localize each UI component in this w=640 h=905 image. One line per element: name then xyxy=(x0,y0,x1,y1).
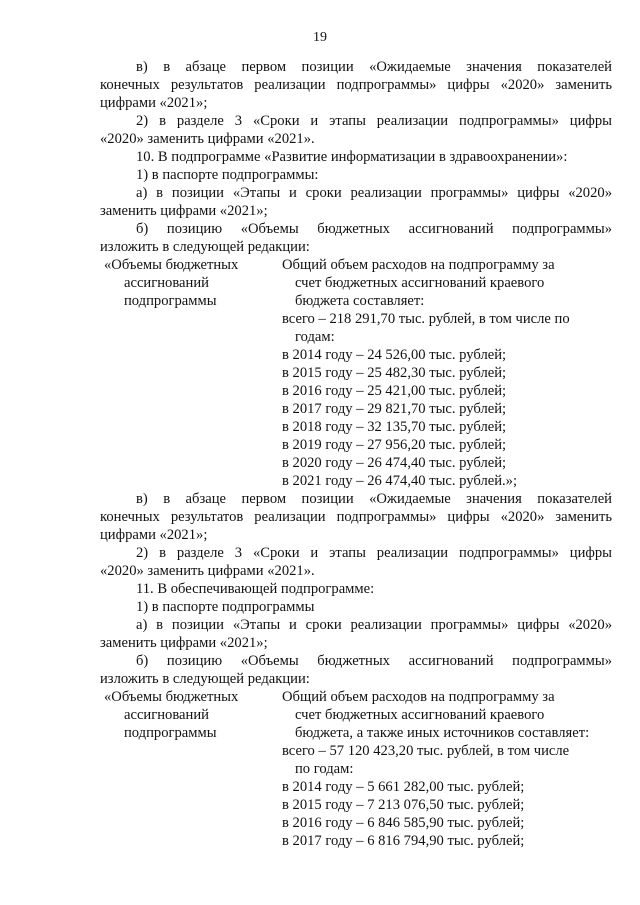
page-number: 19 xyxy=(313,30,327,45)
paragraph-line: 1) в паспорте подпрограммы xyxy=(136,599,315,615)
paragraph-line: конечных результатов реализации подпрограммы» цифры «2020» заменить xyxy=(100,509,612,525)
paragraph-line: а) в позиции «Этапы и сроки реализации программы» цифры «2020» xyxy=(136,617,612,633)
paragraph-line: а) в позиции «Этапы и сроки реализации программы» цифры «2020» xyxy=(136,185,612,201)
paragraph-line: заменить цифрами «2021»; xyxy=(100,635,268,651)
paragraph-line: в) в абзаце первом позиции «Ожидаемые значения показателей xyxy=(136,59,612,75)
paragraph-line: «2020» заменить цифрами «2021». xyxy=(100,563,315,579)
paragraph-line: изложить в следующей редакции: xyxy=(100,239,310,255)
paragraph-line: «2020» заменить цифрами «2021». xyxy=(100,131,315,147)
section-heading: 11. В обеспечивающей подпрограмме: xyxy=(136,581,375,597)
paragraph-line: 2) в разделе 3 «Сроки и этапы реализации подпрограммы» цифры xyxy=(136,113,612,129)
paragraph-line: цифрами «2021»; xyxy=(100,527,208,543)
paragraph-line: конечных результатов реализации подпрограммы» цифры «2020» заменить xyxy=(100,77,612,93)
paragraph-line: в) в абзаце первом позиции «Ожидаемые значения показателей xyxy=(136,491,612,507)
paragraph-line: б) позицию «Объемы бюджетных ассигнований подпрограммы» xyxy=(136,221,612,237)
paragraph-line: цифрами «2021»; xyxy=(100,95,208,111)
paragraph-line: б) позицию «Объемы бюджетных ассигнований подпрограммы» xyxy=(136,653,612,669)
section-heading: 10. В подпрограмме «Развитие информатизации в здравоохранении»: xyxy=(136,149,568,165)
paragraph-line: 2) в разделе 3 «Сроки и этапы реализации подпрограммы» цифры xyxy=(136,545,612,561)
paragraph-line: изложить в следующей редакции: xyxy=(100,671,310,687)
paragraph-line: 1) в паспорте подпрограммы: xyxy=(136,167,319,183)
paragraph-line: заменить цифрами «2021»; xyxy=(100,203,268,219)
